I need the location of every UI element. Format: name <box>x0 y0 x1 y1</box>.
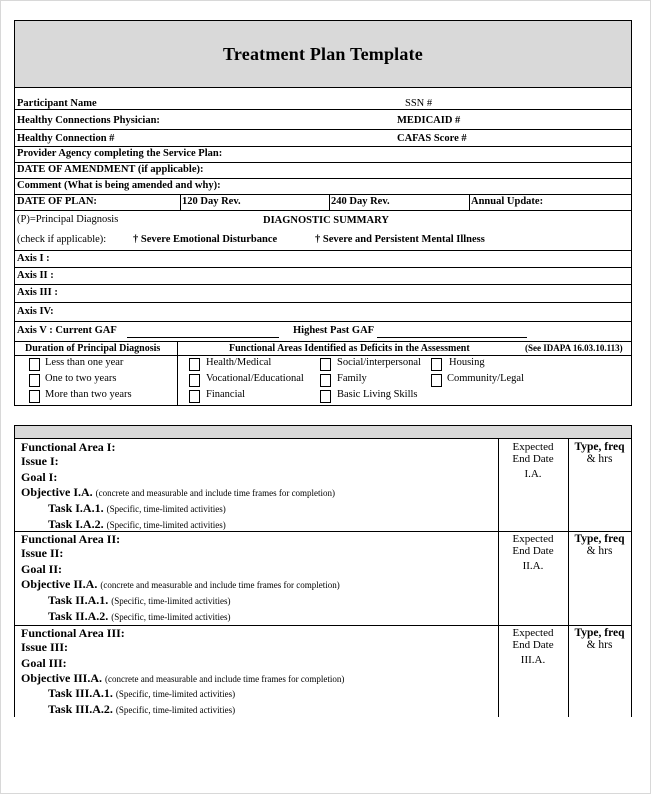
principal-diagnosis-label: (P)=Principal Diagnosis <box>17 214 119 225</box>
area1-task2-note: (Specific, time-limited activities) <box>106 520 226 530</box>
area3-task1[interactable] <box>48 686 235 701</box>
area3-task2-note: (Specific, time-limited activities) <box>115 705 236 715</box>
date-of-plan-row <box>15 195 631 211</box>
area3-expected-col <box>498 627 568 666</box>
area-social: Social/interpersonal <box>337 357 421 368</box>
axis2-label: Axis II : <box>17 270 54 281</box>
provider-agency-label: Provider Agency completing the Service Plan: <box>17 148 223 159</box>
area3-title: Functional Area III: <box>21 626 125 640</box>
axis2-row[interactable] <box>15 268 631 285</box>
physician-row[interactable] <box>15 110 631 130</box>
area3-task1-note: (Specific, time-limited activities) <box>115 689 236 699</box>
checkbox-housing[interactable] <box>431 358 442 371</box>
area1-task1-note: (Specific, time-limited activities) <box>106 504 226 514</box>
sed-option[interactable]: † Severe Emotional Disturbance <box>133 234 278 245</box>
area1-end-date: End Date <box>512 453 554 465</box>
area2-type-col <box>568 533 631 557</box>
day240-label[interactable]: 240 Day Rev. <box>331 196 390 207</box>
area-basic-living: Basic Living Skills <box>337 389 418 400</box>
area3-task1-label: Task III.A.1. <box>48 686 113 700</box>
area1-goal[interactable]: Goal I: <box>21 470 58 484</box>
highest-gaf-field[interactable] <box>377 337 527 338</box>
area1-task1[interactable] <box>48 501 226 516</box>
date-of-plan-label: DATE OF PLAN: <box>17 196 97 207</box>
diagnostic-row <box>15 211 631 230</box>
cafas-label: CAFAS Score # <box>397 133 467 144</box>
current-gaf-field[interactable] <box>127 337 279 338</box>
area1-objective-label: Objective I.A. <box>21 485 93 499</box>
checkbox-vocational[interactable] <box>189 374 200 387</box>
functional-area-1 <box>14 439 632 532</box>
axis3-label: Axis III : <box>17 287 58 298</box>
area1-task2-label: Task I.A.2. <box>48 517 104 531</box>
area-financial: Financial <box>206 389 246 400</box>
area1-task2[interactable] <box>48 517 226 532</box>
medicaid-label: MEDICAID # <box>397 115 461 126</box>
duration-header-row <box>15 342 631 355</box>
area2-task1-label: Task II.A.1. <box>48 593 109 607</box>
annual-label[interactable]: Annual Update: <box>471 196 544 207</box>
area2-goal[interactable]: Goal II: <box>21 562 63 576</box>
area2-hrs: & hrs <box>586 545 613 557</box>
area3-goal[interactable]: Goal III: <box>21 656 67 670</box>
axis3-row[interactable] <box>15 285 631 303</box>
functional-area-2 <box>14 531 632 626</box>
checkbox-basic-living[interactable] <box>320 390 331 403</box>
checkbox-grid <box>15 355 631 406</box>
area2-expected-col <box>498 533 568 572</box>
area2-title: Functional Area II: <box>21 532 121 546</box>
diagnostic-summary-heading: DIAGNOSTIC SUMMARY <box>263 215 389 226</box>
provider-agency-row[interactable] <box>15 147 631 163</box>
idapa-reference: (See IDAPA 16.03.10.113) <box>525 343 623 353</box>
area-housing: Housing <box>449 357 485 368</box>
participant-name-label: Participant Name <box>17 98 97 109</box>
axis5-row <box>15 322 631 342</box>
form-header <box>14 20 632 88</box>
area-health-medical: Health/Medical <box>206 357 272 368</box>
area-community-legal: Community/Legal <box>447 373 524 384</box>
duration-option-3: More than two years <box>45 389 132 400</box>
area1-code: I.A. <box>524 468 542 480</box>
section-divider-bar <box>14 425 632 439</box>
area-vocational: Vocational/Educational <box>206 373 304 384</box>
checkbox-family[interactable] <box>320 374 331 387</box>
hc-number-label: Healthy Connection # <box>17 133 115 144</box>
area2-issue[interactable]: Issue II: <box>21 546 64 560</box>
participant-row[interactable] <box>15 87 631 110</box>
area1-expected: Expected <box>512 441 554 453</box>
duration-option-2: One to two years <box>45 373 117 384</box>
duration-heading: Duration of Principal Diagnosis <box>25 343 161 354</box>
axis5-label: Axis V : Current GAF <box>17 325 117 336</box>
checkbox-health-medical[interactable] <box>189 358 200 371</box>
area-family: Family <box>337 373 367 384</box>
checkbox-less-than-one-year[interactable] <box>29 358 40 371</box>
area3-end-date: End Date <box>512 639 554 651</box>
check-applicable-label: (check if applicable): <box>17 234 107 245</box>
axis4-row[interactable] <box>15 303 631 322</box>
area1-objective-note: (concrete and measurable and include time frames for completion) <box>95 488 336 498</box>
area3-expected: Expected <box>512 627 554 639</box>
physician-label: Healthy Connections Physician: <box>17 115 160 126</box>
highest-gaf-label: Highest Past GAF <box>293 325 375 336</box>
area1-type-freq: Type, freq <box>574 441 625 453</box>
area2-task1-note: (Specific, time-limited activities) <box>111 596 231 606</box>
axis1-row[interactable] <box>15 251 631 268</box>
area2-objective[interactable] <box>21 577 340 592</box>
functional-area-3 <box>14 625 632 717</box>
area3-objective-note: (concrete and measurable and include time frames for completion) <box>105 674 345 684</box>
title-bar <box>14 20 632 88</box>
participant-info-table <box>14 87 632 406</box>
duration-option-1: Less than one year <box>45 357 124 368</box>
area1-hrs: & hrs <box>586 453 613 465</box>
amendment-label: DATE OF AMENDMENT (if applicable): <box>17 164 204 175</box>
day120-label[interactable]: 120 Day Rev. <box>182 196 241 207</box>
area3-issue[interactable]: Issue III: <box>21 640 69 654</box>
area3-objective[interactable] <box>21 671 344 686</box>
axis1-label: Axis I : <box>17 253 50 264</box>
spmi-option[interactable]: † Severe and Persistent Mental Illness <box>315 234 485 245</box>
area2-end-date: End Date <box>512 545 554 557</box>
checkbox-community-legal[interactable] <box>431 374 442 387</box>
checkbox-more-than-two-years[interactable] <box>29 390 40 403</box>
area2-type-freq: Type, freq <box>574 533 625 545</box>
area2-task2-label: Task II.A.2. <box>48 609 109 623</box>
area3-task2-label: Task III.A.2. <box>48 702 113 716</box>
area2-expected: Expected <box>512 533 554 545</box>
comment-row[interactable] <box>15 179 631 195</box>
area3-type-col <box>568 627 631 651</box>
checkbox-financial[interactable] <box>189 390 200 403</box>
area2-task2[interactable] <box>48 609 230 624</box>
area2-code: II.A. <box>522 560 544 572</box>
ssn-label: SSN # <box>405 98 433 109</box>
area3-code: III.A. <box>520 654 546 666</box>
area1-objective[interactable] <box>21 485 335 500</box>
area1-expected-col <box>498 441 568 480</box>
area1-title: Functional Area I: <box>21 440 116 454</box>
area1-issue[interactable]: Issue I: <box>21 454 59 468</box>
area2-objective-label: Objective II.A. <box>21 577 98 591</box>
area2-objective-note: (concrete and measurable and include time frames for completion) <box>100 580 340 590</box>
area3-hrs: & hrs <box>586 639 613 651</box>
checkbox-social[interactable] <box>320 358 331 371</box>
checkbox-one-to-two-years[interactable] <box>29 374 40 387</box>
area3-type-freq: Type, freq <box>574 627 625 639</box>
area1-task1-label: Task I.A.1. <box>48 501 104 515</box>
hc-number-row[interactable] <box>15 130 631 147</box>
check-row <box>15 230 631 251</box>
area3-objective-label: Objective III.A. <box>21 671 102 685</box>
area2-task1[interactable] <box>48 593 230 608</box>
area2-task2-note: (Specific, time-limited activities) <box>111 612 231 622</box>
comment-label: Comment (What is being amended and why): <box>17 180 221 191</box>
amendment-row[interactable] <box>15 163 631 179</box>
page-title: Treatment Plan Template <box>223 43 423 64</box>
area3-task2[interactable] <box>48 702 235 717</box>
axis4-label: Axis IV: <box>17 306 54 317</box>
area1-type-col <box>568 441 631 465</box>
functional-areas-heading: Functional Areas Identified as Deficits in the Assessment <box>229 343 470 354</box>
